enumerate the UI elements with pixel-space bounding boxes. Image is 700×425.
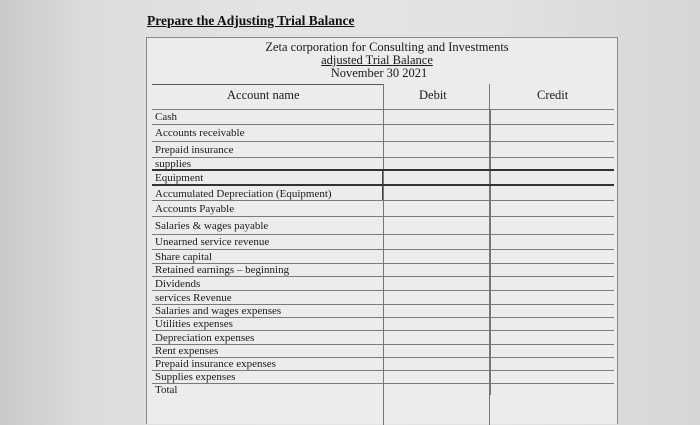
- account-name-cell: Unearned service revenue: [155, 236, 270, 248]
- table-row: [152, 370, 614, 383]
- credit-header: Credit: [537, 88, 569, 102]
- table-row: [152, 216, 614, 234]
- credit-cell[interactable]: [490, 371, 614, 383]
- debit-cell[interactable]: [383, 345, 490, 357]
- debit-cell[interactable]: [383, 264, 490, 276]
- table-row: [152, 200, 614, 216]
- account-name-cell: Accumulated Depreciation (Equipment): [152, 186, 383, 200]
- credit-cell[interactable]: [490, 291, 614, 304]
- credit-cell[interactable]: [490, 277, 614, 290]
- debit-cell[interactable]: [383, 291, 490, 304]
- account-name-cell: Rent expenses: [155, 345, 219, 357]
- account-name-cell: services Revenue: [155, 292, 232, 304]
- credit-cell[interactable]: [490, 110, 614, 124]
- table-row: [152, 383, 614, 395]
- credit-cell[interactable]: [490, 125, 614, 141]
- report-name: adjusted Trial Balance: [321, 53, 433, 67]
- table-row: [152, 109, 614, 124]
- trial-balance-sheet: [146, 37, 618, 424]
- credit-cell[interactable]: [490, 250, 614, 263]
- credit-cell[interactable]: [490, 171, 614, 184]
- credit-cell[interactable]: [490, 217, 614, 234]
- debit-cell[interactable]: [383, 217, 490, 234]
- table-row: [152, 157, 614, 169]
- debit-cell[interactable]: [383, 201, 490, 216]
- table-row: [152, 141, 614, 157]
- credit-cell[interactable]: [490, 186, 614, 200]
- debit-cell[interactable]: [383, 277, 490, 290]
- credit-cell[interactable]: [490, 384, 614, 395]
- account-name-cell: Retained earnings – beginning: [155, 264, 290, 276]
- debit-header: Debit: [419, 88, 447, 102]
- table-row: [152, 169, 614, 184]
- table-row: [152, 124, 614, 141]
- credit-cell[interactable]: [490, 318, 614, 330]
- table-row: [152, 249, 614, 263]
- credit-cell[interactable]: [490, 345, 614, 357]
- credit-cell[interactable]: [490, 235, 614, 249]
- credit-cell[interactable]: [490, 201, 614, 216]
- debit-cell[interactable]: [383, 331, 490, 344]
- table-row: [152, 344, 614, 357]
- table-row: [152, 317, 614, 330]
- debit-cell[interactable]: [383, 371, 490, 383]
- account-name-cell: Cash: [155, 111, 177, 123]
- credit-cell[interactable]: [490, 358, 614, 370]
- account-name-cell: Prepaid insurance: [155, 144, 234, 156]
- account-name-cell: Dividends: [155, 278, 201, 290]
- debit-cell[interactable]: [383, 305, 490, 317]
- debit-cell[interactable]: [383, 171, 490, 184]
- debit-cell[interactable]: [383, 318, 490, 330]
- account-name-cell: Salaries & wages payable: [155, 220, 269, 232]
- statement-title-block: [147, 41, 617, 80]
- account-name-cell: Accounts Payable: [155, 203, 235, 215]
- account-name-cell: Prepaid insurance expenses: [155, 358, 276, 370]
- debit-cell[interactable]: [383, 142, 490, 157]
- table-row: [152, 276, 614, 290]
- table-row: [152, 304, 614, 317]
- debit-cell[interactable]: [383, 125, 490, 141]
- account-name-cell: Supplies expenses: [155, 371, 236, 383]
- table-row: [152, 263, 614, 276]
- report-date: November 30 2021: [330, 66, 428, 80]
- table-row: [152, 234, 614, 249]
- account-name-cell: Utilities expenses: [155, 318, 233, 330]
- company-name: Zeta corporation for Consulting and Investments: [265, 40, 509, 54]
- credit-cell[interactable]: [490, 331, 614, 344]
- account-name-cell: Total: [155, 384, 178, 395]
- account-name-cell: Share capital: [155, 251, 213, 263]
- table-row: [152, 184, 614, 200]
- debit-cell[interactable]: [383, 250, 490, 263]
- credit-cell[interactable]: [490, 305, 614, 317]
- credit-cell[interactable]: [490, 264, 614, 276]
- debit-cell[interactable]: [383, 235, 490, 249]
- credit-cell[interactable]: [490, 158, 614, 169]
- debit-cell[interactable]: [383, 358, 490, 370]
- debit-cell[interactable]: [383, 110, 490, 124]
- table-row: [152, 357, 614, 370]
- account-name-cell: Equipment: [152, 171, 383, 184]
- account-name-header: Account name: [227, 88, 300, 102]
- credit-cell[interactable]: [490, 142, 614, 157]
- account-name-cell: Accounts receivable: [155, 127, 245, 139]
- debit-cell[interactable]: [383, 384, 490, 395]
- account-name-cell: Salaries and wages expenses: [155, 305, 282, 317]
- debit-cell[interactable]: [383, 186, 490, 200]
- page-heading: Prepare the Adjusting Trial Balance: [147, 13, 355, 28]
- account-rows: [152, 109, 614, 395]
- table-row: [152, 330, 614, 344]
- header-top-rule: [152, 84, 384, 85]
- table-row: [152, 290, 614, 304]
- account-name-cell: supplies: [155, 158, 192, 169]
- debit-cell[interactable]: [383, 158, 490, 169]
- account-name-cell: Depreciation expenses: [155, 332, 255, 344]
